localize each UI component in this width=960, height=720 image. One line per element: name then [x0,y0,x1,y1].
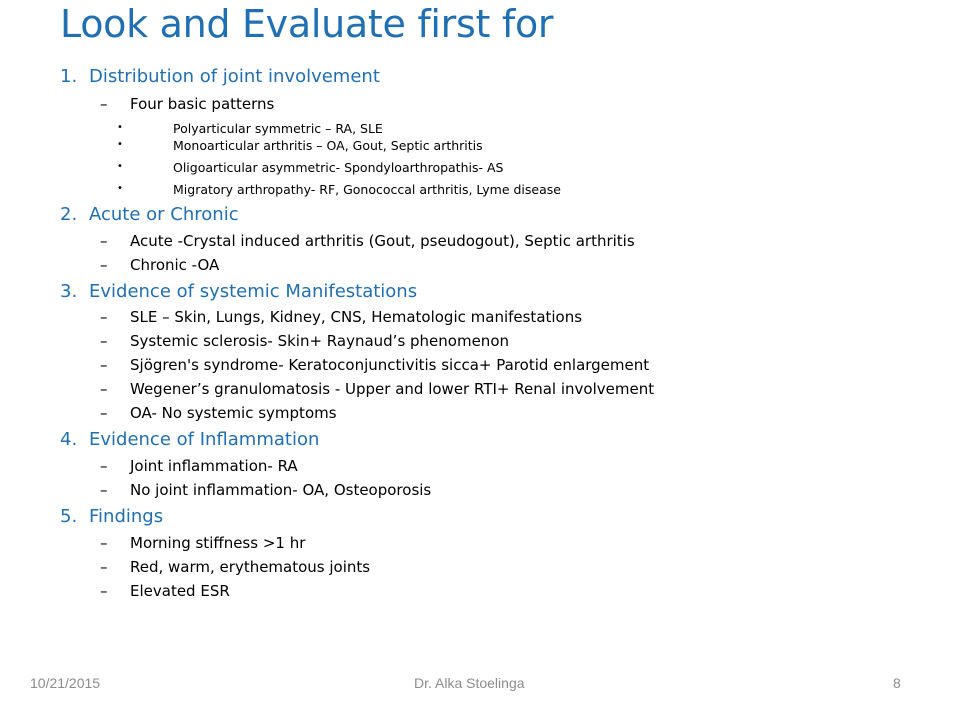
dash-bullet: – [100,256,108,274]
dash-bullet: – [100,308,108,326]
list-item-text: Joint inflammation- RA [130,457,298,475]
list-item-text: Four basic patterns [130,95,275,113]
section-title: Acute or Chronic [89,204,239,225]
bullet-text: Polyarticular symmetric – RA, SLE [173,121,383,136]
dash-bullet: – [100,457,108,475]
bullet-text: Oligoarticular asymmetric- Spondyloarthropathis- AS [173,160,504,175]
slide-title: Look and Evaluate first for [60,2,554,46]
dash-bullet: – [100,404,108,422]
section-title: Evidence of Inflammation [89,429,320,450]
list-item-text: OA- No systemic symptoms [130,404,337,422]
bullet-icon: • [117,122,123,133]
dash-bullet: – [100,332,108,350]
dash-bullet: – [100,481,108,499]
bullet-icon: • [117,183,123,194]
list-item-text: Red, warm, erythematous joints [130,558,371,576]
list-item-text: No joint inflammation- OA, Osteoporosis [130,481,432,499]
dash-bullet: – [100,534,108,552]
footer-author: Dr. Alka Stoelinga [414,675,525,691]
dash-bullet: – [100,558,108,576]
list-item-text: Acute -Crystal induced arthritis (Gout, pseudogout), Septic arthritis [130,232,635,250]
list-item-text: Systemic sclerosis- Skin+ Raynaud’s phenomenon [130,332,509,350]
section-title: Distribution of joint involvement [89,66,380,87]
dash-bullet: – [100,356,108,374]
section-number: 5. [60,506,78,527]
section-number: 1. [60,66,78,87]
list-item-text: Elevated ESR [130,582,230,600]
list-item-text: Sjögren's syndrome- Keratoconjunctivitis sicca+ Parotid enlargement [130,356,650,374]
footer-date: 10/21/2015 [30,675,101,691]
list-item-text: Wegener’s granulomatosis - Upper and lower RTI+ Renal involvement [130,380,655,398]
bullet-icon: • [117,139,123,150]
dash-bullet: – [100,232,108,250]
dash-bullet: – [100,582,108,600]
bullet-text: Migratory arthropathy- RF, Gonococcal arthritis, Lyme disease [173,182,561,197]
dash-bullet: – [100,380,108,398]
section-number: 3. [60,281,78,302]
section-number: 2. [60,204,78,225]
bullet-icon: • [117,161,123,172]
section-title: Findings [89,506,164,527]
page-number: 8 [893,675,901,691]
list-item-text: Chronic -OA [130,256,220,274]
bullet-text: Monoarticular arthritis – OA, Gout, Septic arthritis [173,138,483,153]
section-title: Evidence of systemic Manifestations [89,281,418,302]
list-item-text: Morning stiffness >1 hr [130,534,306,552]
list-item-text: SLE – Skin, Lungs, Kidney, CNS, Hematologic manifestations [130,308,583,326]
dash-bullet: – [100,95,108,113]
section-number: 4. [60,429,78,450]
